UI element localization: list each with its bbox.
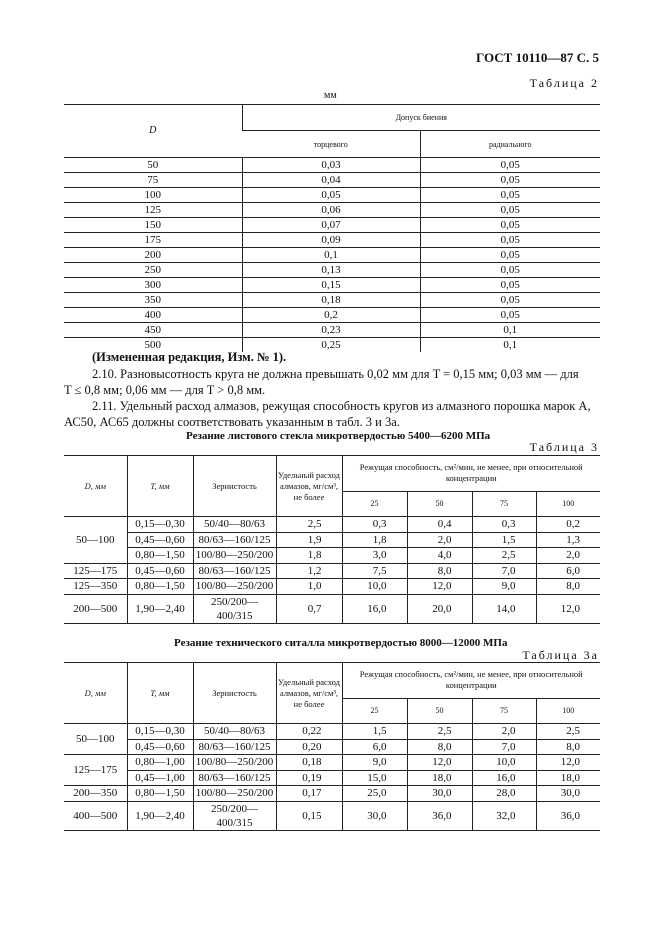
table-cell: 450: [64, 323, 242, 338]
table-cell: 2,5: [407, 724, 472, 740]
table-row: [64, 158, 600, 173]
table-cell: 1,90—2,40: [127, 801, 193, 830]
table-cell: 2,0: [536, 548, 600, 564]
table-cell: 100/80—250/200: [193, 548, 276, 564]
table-cell: 2,5: [536, 724, 600, 740]
table-cell: 0,05: [420, 203, 600, 218]
table-row: [64, 532, 600, 548]
table-cell: 0,3: [342, 517, 407, 533]
table-row: [64, 517, 600, 533]
table-cell: 8,0: [536, 739, 600, 755]
table-row: [64, 724, 600, 740]
table-cell: 9,0: [342, 755, 407, 771]
table-cell: 0,22: [276, 724, 342, 740]
table-cell: 50—100: [64, 517, 127, 564]
table-row: [64, 579, 600, 595]
table-cell: 1,9: [276, 532, 342, 548]
table-cell: 12,0: [536, 594, 600, 623]
table3-col-rate: Удельный расход алмазов, мг/см³, не более: [276, 456, 342, 517]
table-cell: 2,0: [472, 724, 536, 740]
table-cell: 1,5: [472, 532, 536, 548]
table-cell: 36,0: [536, 801, 600, 830]
table-cell: 12,0: [407, 579, 472, 595]
table-cell: 125—175: [64, 563, 127, 579]
table-cell: 100/80—250/200: [193, 786, 276, 802]
table-cell: 0,20: [276, 739, 342, 755]
table-cell: 0,1: [242, 248, 420, 263]
table3a-col-t: T, мм: [127, 663, 193, 724]
table-cell: 12,0: [536, 755, 600, 771]
table-cell: 0,4: [407, 517, 472, 533]
table-cell: 0,2: [536, 517, 600, 533]
table-cell: 0,19: [276, 770, 342, 786]
table-cell: 200—350: [64, 786, 127, 802]
table-cell: 9,0: [472, 579, 536, 595]
table-cell: 125—175: [64, 755, 127, 786]
table-cell: 0,05: [420, 248, 600, 263]
table-cell: 0,15: [242, 278, 420, 293]
table-cell: 0,80—1,50: [127, 548, 193, 564]
table-cell: 0,1: [420, 323, 600, 338]
table-row: [64, 594, 600, 623]
table-cell: 28,0: [472, 786, 536, 802]
table-row: [64, 563, 600, 579]
table-cell: 250/200—400/315: [193, 801, 276, 830]
table-cell: 0,05: [420, 278, 600, 293]
table-cell: 0,13: [242, 263, 420, 278]
page-header: ГОСТ 10110—87 С. 5: [476, 50, 599, 65]
table-row: [64, 173, 600, 188]
table-cell: 75: [64, 173, 242, 188]
table2-col-face: торцевого: [313, 139, 348, 149]
table-row: [64, 218, 600, 233]
concentration-header: 25: [342, 491, 407, 516]
table-cell: 80/63—160/125: [193, 770, 276, 786]
table-cell: 10,0: [342, 579, 407, 595]
table-cell: 0,05: [420, 188, 600, 203]
table2-caption: Таблица 2: [529, 76, 599, 90]
table-cell: 36,0: [407, 801, 472, 830]
table-cell: 7,5: [342, 563, 407, 579]
concentration-header: 25: [342, 698, 407, 723]
table-row: [64, 308, 600, 323]
table-row: [64, 801, 600, 830]
table3a-col-d: D, мм: [64, 663, 127, 724]
table-cell: 16,0: [342, 594, 407, 623]
table-cell: 0,80—1,50: [127, 579, 193, 595]
concentration-header: 75: [472, 491, 536, 516]
table-cell: 100/80—250/200: [193, 579, 276, 595]
table-3a: [64, 662, 600, 831]
table-cell: 1,90—2,40: [127, 594, 193, 623]
para-2-11-line2: АС50, АС65 должны соответствовать указанным в табл. 3 и 3а.: [64, 415, 400, 429]
para-2-10-line2: T ≤ 0,8 мм; 0,06 мм — для T > 0,8 мм.: [64, 383, 266, 397]
table3a-caption: Таблица 3а: [522, 648, 599, 662]
table-cell: 0,05: [420, 218, 600, 233]
table-cell: 0,45—0,60: [127, 532, 193, 548]
table-cell: 0,80—1,50: [127, 786, 193, 802]
table-cell: 300: [64, 278, 242, 293]
concentration-header: 100: [536, 491, 600, 516]
table-cell: 14,0: [472, 594, 536, 623]
para-2-10-line1: 2.10. Разновысотность круга не должна превышать 0,02 мм для T = 0,15 мм; 0,03 мм — для: [92, 367, 579, 381]
table-cell: 2,5: [472, 548, 536, 564]
table-cell: 32,0: [472, 801, 536, 830]
table3-col-cut: Режущая способность, см²/мин, не менее, при относительной концентрации: [342, 456, 600, 492]
table-cell: 350: [64, 293, 242, 308]
table-cell: 100: [64, 188, 242, 203]
table-2: [64, 104, 600, 352]
table-cell: 400: [64, 308, 242, 323]
table-cell: 30,0: [342, 801, 407, 830]
table-cell: 200—500: [64, 594, 127, 623]
table-cell: 25,0: [342, 786, 407, 802]
table3a-title: Резание технического ситалла микротвердостью 8000—12000 МПа: [174, 637, 508, 649]
table-cell: 175: [64, 233, 242, 248]
concentration-header: 50: [407, 491, 472, 516]
table-cell: 0,06: [242, 203, 420, 218]
table-cell: 6,0: [342, 739, 407, 755]
table-row: [64, 755, 600, 771]
table-cell: 18,0: [407, 770, 472, 786]
table-cell: 125: [64, 203, 242, 218]
table-cell: 7,0: [472, 739, 536, 755]
table-cell: 30,0: [536, 786, 600, 802]
table-cell: 0,1: [420, 338, 600, 353]
table-cell: 250/200—400/315: [193, 594, 276, 623]
table3-col-grain: Зернистость: [193, 456, 276, 517]
table-cell: 50: [64, 158, 242, 173]
concentration-header: 50: [407, 698, 472, 723]
table-row: [64, 739, 600, 755]
concentration-header: 75: [472, 698, 536, 723]
table-cell: 100/80—250/200: [193, 755, 276, 771]
table-cell: 0,45—1,00: [127, 770, 193, 786]
table-cell: 150: [64, 218, 242, 233]
table-cell: 0,17: [276, 786, 342, 802]
table-cell: 80/63—160/125: [193, 563, 276, 579]
edit-note: (Измененная редакция, Изм. № 1).: [92, 350, 287, 364]
table-row: [64, 323, 600, 338]
table-cell: 0,05: [420, 308, 600, 323]
table-cell: 12,0: [407, 755, 472, 771]
table2-group-header: Допуск биения: [242, 104, 600, 131]
table-cell: 0,09: [242, 233, 420, 248]
table-cell: 0,18: [242, 293, 420, 308]
table3-col-t: T, мм: [127, 456, 193, 517]
table-cell: 50/40—80/63: [193, 517, 276, 533]
table2-col-d: D: [149, 125, 157, 136]
table-cell: 50/40—80/63: [193, 724, 276, 740]
table-cell: 1,2: [276, 563, 342, 579]
table-cell: 8,0: [536, 579, 600, 595]
table-cell: 500: [64, 338, 242, 353]
table-cell: 3,0: [342, 548, 407, 564]
table-cell: 0,05: [420, 233, 600, 248]
table-cell: 1,8: [342, 532, 407, 548]
table3a-col-cut: Режущая способность, см²/мин, не менее, при относительной концентрации: [342, 663, 600, 699]
table-row: [64, 248, 600, 263]
table3-caption: Таблица 3: [529, 440, 599, 454]
table-cell: 0,18: [276, 755, 342, 771]
table-row: [64, 278, 600, 293]
concentration-header: 100: [536, 698, 600, 723]
table-cell: 0,80—1,00: [127, 755, 193, 771]
table-cell: 80/63—160/125: [193, 739, 276, 755]
table3-col-d: D, мм: [64, 456, 127, 517]
table-cell: 0,03: [242, 158, 420, 173]
table-cell: 1,0: [276, 579, 342, 595]
table-cell: 1,8: [276, 548, 342, 564]
table-cell: 0,3: [472, 517, 536, 533]
table-cell: 0,45—0,60: [127, 739, 193, 755]
table-cell: 0,04: [242, 173, 420, 188]
table-cell: 0,25: [242, 338, 420, 353]
table-cell: 0,23: [242, 323, 420, 338]
para-2-11-line1: 2.11. Удельный расход алмазов, режущая способность кругов из алмазного порошка марок А,: [92, 399, 591, 413]
table-row: [64, 203, 600, 218]
table2-unit: мм: [324, 90, 337, 101]
table-cell: 50—100: [64, 724, 127, 755]
table-cell: 0,05: [420, 173, 600, 188]
table-cell: 1,5: [342, 724, 407, 740]
table-cell: 2,0: [407, 532, 472, 548]
table-cell: 30,0: [407, 786, 472, 802]
table2-col-radial: радиального: [420, 131, 600, 158]
table-row: [64, 293, 600, 308]
table-cell: 0,15—0,30: [127, 517, 193, 533]
table-row: [64, 786, 600, 802]
table-cell: 200: [64, 248, 242, 263]
table-cell: 125—350: [64, 579, 127, 595]
table-cell: 80/63—160/125: [193, 532, 276, 548]
table-cell: 0,05: [420, 263, 600, 278]
table-row: [64, 770, 600, 786]
table3a-col-grain: Зернистость: [193, 663, 276, 724]
table-cell: 18,0: [536, 770, 600, 786]
table-cell: 2,5: [276, 517, 342, 533]
table-cell: 1,3: [536, 532, 600, 548]
table-row: [64, 188, 600, 203]
table-cell: 6,0: [536, 563, 600, 579]
table-cell: 15,0: [342, 770, 407, 786]
table-cell: 0,7: [276, 594, 342, 623]
table-cell: 400—500: [64, 801, 127, 830]
table-cell: 0,05: [420, 158, 600, 173]
table-cell: 0,05: [242, 188, 420, 203]
table-cell: 0,05: [420, 293, 600, 308]
table-cell: 0,45—0,60: [127, 563, 193, 579]
table-cell: 4,0: [407, 548, 472, 564]
table-row: [64, 263, 600, 278]
table-row: [64, 233, 600, 248]
table-cell: 0,07: [242, 218, 420, 233]
table3a-col-rate: Удельный расход алмазов, мг/см³, не более: [276, 663, 342, 724]
table-cell: 16,0: [472, 770, 536, 786]
table-cell: 8,0: [407, 563, 472, 579]
table-cell: 0,15—0,30: [127, 724, 193, 740]
table-cell: 8,0: [407, 739, 472, 755]
table-row: [64, 548, 600, 564]
table-cell: 0,15: [276, 801, 342, 830]
table-cell: 10,0: [472, 755, 536, 771]
table-cell: 250: [64, 263, 242, 278]
table-cell: 7,0: [472, 563, 536, 579]
table-cell: 20,0: [407, 594, 472, 623]
table3-title: Резание листового стекла микротвердостью 5400—6200 МПа: [186, 430, 491, 442]
table-cell: 0,2: [242, 308, 420, 323]
table-3: [64, 455, 600, 624]
